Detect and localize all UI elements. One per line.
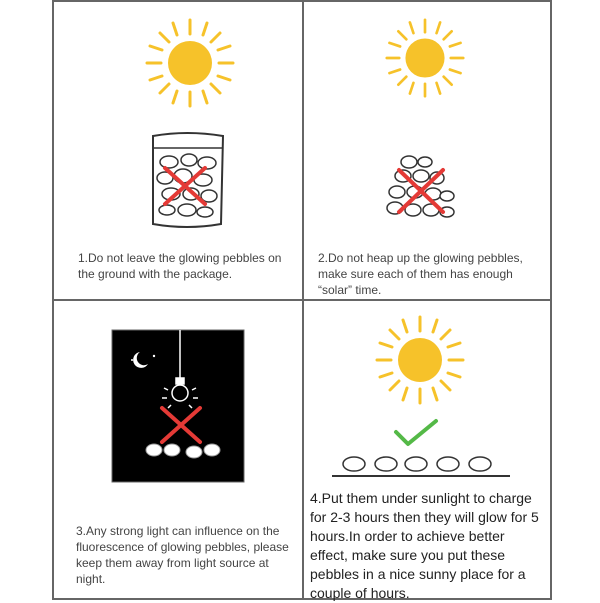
pebble-bag-icon [145,130,230,230]
checkmark-icon [393,418,439,448]
panel-1-caption: 1.Do not leave the glowing pebbles on the ground with the package. [78,251,282,281]
grid-divider-horizontal [54,299,550,301]
sun-icon [385,18,465,98]
panel-2-caption: 2.Do not heap up the glowing pebbles, make sure each of them has enough “solar” time. [318,251,523,297]
panel-4-caption: 4.Put them under sunlight to charge for 2-3 hours then they will glow for 5 hours.In order to achieve better effect, make sure you put these pebbles in a nice sunny place for a couple of hours. [310,490,539,601]
sun-icon [375,315,465,405]
pebble-row-icon [332,448,510,480]
panel-3-caption: 3.Any strong light can influence on the fluorescence of glowing pebbles, please keep them away from light source at night. [76,524,289,586]
sun-icon [145,18,235,108]
pebble-heap-icon [385,150,460,225]
night-scene [112,330,244,482]
